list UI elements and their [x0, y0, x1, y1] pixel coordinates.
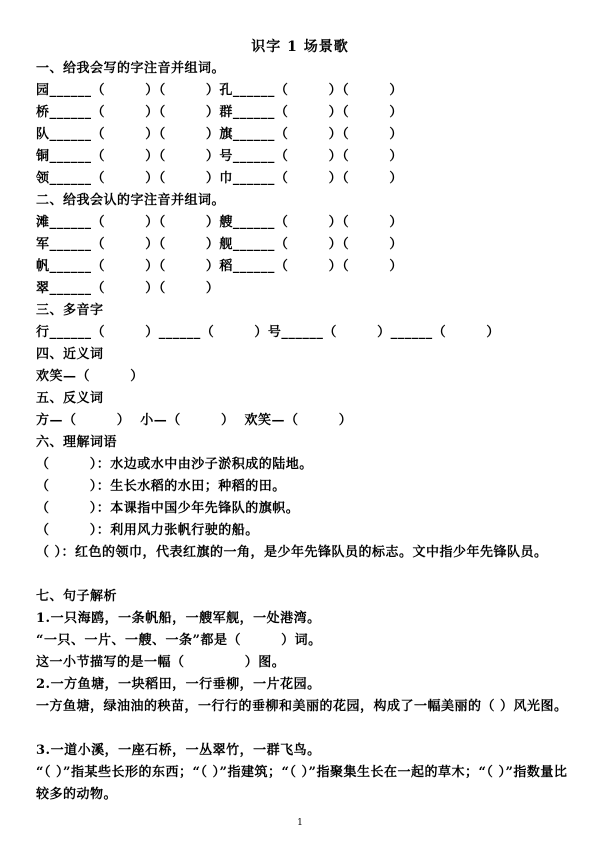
phonetic-row: 桥______（ ）（ ）群______（ ）（ ） — [36, 105, 403, 120]
section-heading: 五、反义词 — [36, 391, 104, 406]
section-heading: 三、多音字 — [36, 303, 104, 318]
definition-item: （ ）：利用风力张帆行驶的船。 — [36, 523, 259, 538]
phonetic-row: 军______（ ）（ ）舰______（ ）（ ） — [36, 237, 403, 252]
phonetic-row: 帆______（ ）（ ）稻______（ ）（ ） — [36, 259, 403, 274]
phonetic-row: 领______（ ）（ ）巾______（ ）（ ） — [36, 171, 403, 186]
analysis-line: 一方鱼塘，绿油油的秧苗，一行行的垂柳和美丽的花园，构成了一幅美丽的（ ）风光图。 — [36, 699, 568, 714]
page-number: 1 — [297, 818, 303, 828]
section-heading: 一、给我会写的字注音并组词。 — [36, 61, 226, 76]
synonym-row: 欢笑—（ ） — [36, 369, 144, 384]
analysis-line: 2.一方鱼塘，一块稻田，一行垂柳，一片花园。 — [36, 677, 321, 692]
phonetic-row: 队______（ ）（ ）旗______（ ）（ ） — [36, 127, 403, 142]
definition-item: （ ）：水边或水中由沙子淤积成的陆地。 — [36, 457, 313, 472]
definition-item: （ ）：本课指中国少年先锋队的旗帜。 — [36, 501, 300, 516]
analysis-line: “一只、一片、一艘、一条”都是（ ）词。 — [36, 633, 322, 648]
section-heading: 六、理解词语 — [36, 435, 118, 450]
analysis-line: 1.一只海鸥，一条帆船，一艘军舰，一处港湾。 — [36, 611, 321, 626]
section-heading: 二、给我会认的字注音并组词。 — [36, 193, 226, 208]
polyphone-row: 行______（ ）______（ ）号______（ ）______（ ） — [36, 325, 500, 340]
analysis-line: 3.一道小溪，一座石桥，一丛翠竹，一群飞鸟。 — [36, 743, 321, 758]
analysis-line: “（ ）”指某些长形的东西；“（ ）”指建筑；“（ ）”指聚集生长在一起的草木；“（ ）”指数量比较多的动物。 — [36, 765, 568, 802]
phonetic-row: 铜______（ ）（ ）号______（ ）（ ） — [36, 149, 403, 164]
analysis-line: 这一小节描写的是一幅（ ）图。 — [36, 655, 286, 670]
section-heading: 七、句子解析 — [36, 589, 118, 604]
antonym-row: 方—（ ） 小—（ ） 欢笑—（ ） — [36, 413, 353, 428]
phonetic-row: 翠______（ ）（ ） — [36, 281, 220, 296]
phonetic-row: 滩______（ ）（ ）艘______（ ）（ ） — [36, 215, 403, 230]
definition-item: （ ）：生长水稻的水田；种稻的田。 — [36, 479, 286, 494]
section-heading: 四、近义词 — [36, 347, 104, 362]
page-title: 识字 1 场景歌 — [251, 39, 349, 55]
definition-item: （ ）：红色的领巾，代表红旗的一角，是少年先锋队员的标志。文中指少年先锋队员。 — [36, 545, 548, 560]
phonetic-row: 园______（ ）（ ）孔______（ ）（ ） — [36, 83, 403, 98]
